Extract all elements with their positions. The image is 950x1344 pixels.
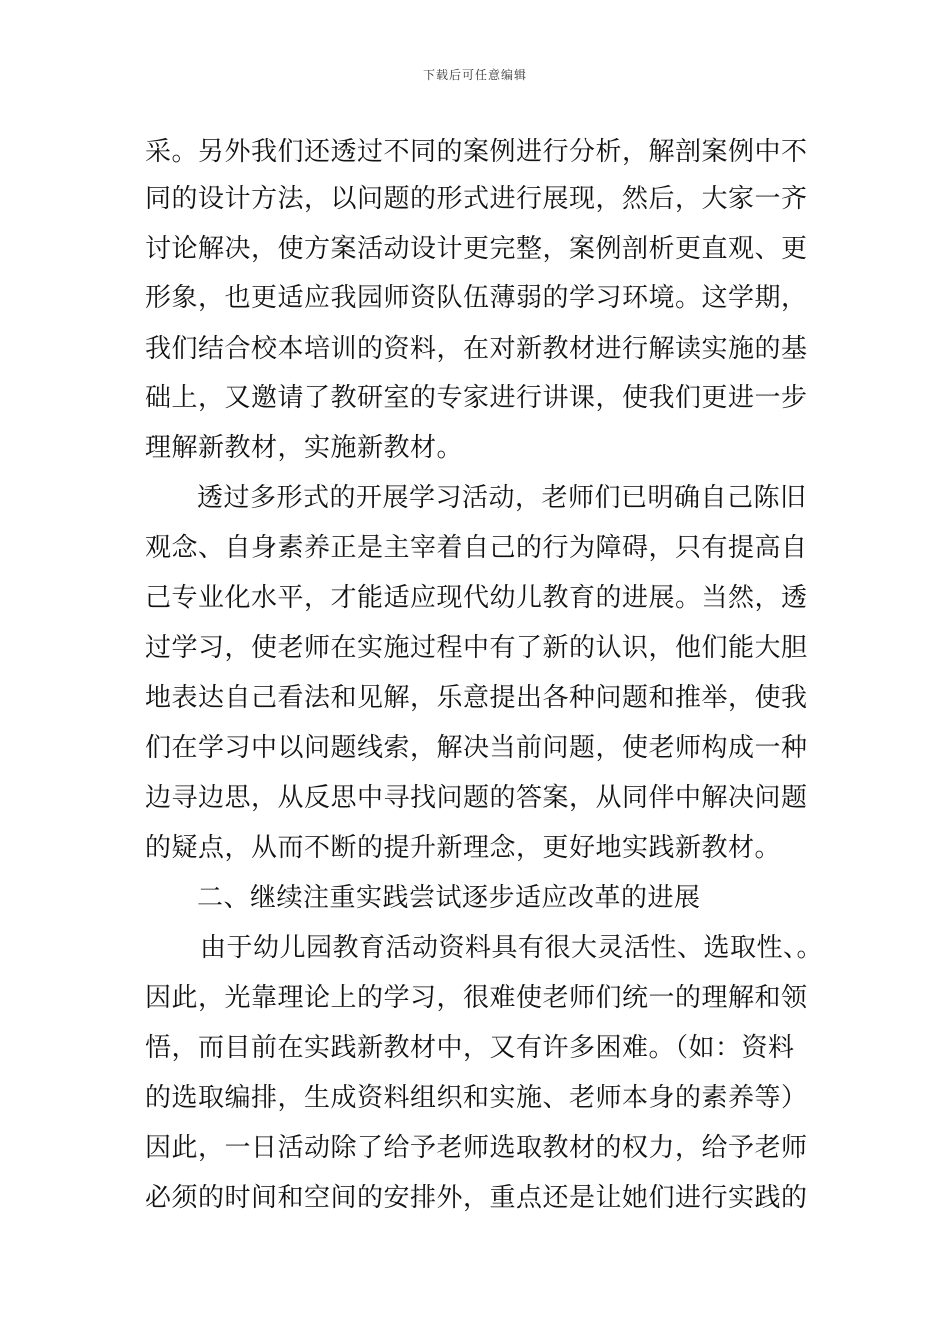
text-line: 的选取编排，生成资料组织和实施、老师本身的素养等）: [145, 1083, 808, 1113]
text-line: 我们结合校本培训的资料，在对新教材进行解读实施的基: [145, 334, 808, 364]
text-line: 悟，而目前在实践新教材中，又有许多困难。（如：资料: [145, 1033, 795, 1063]
text-line: 边寻边思，从反思中寻找问题的答案，从同伴中解决问题: [145, 783, 808, 813]
paragraph-first-line: 由于幼儿园教育活动资料具有很大灵活性、选取性、。: [200, 933, 824, 963]
text-line: 因此，光靠理论上的学习，很难使老师们统一的理解和领: [145, 983, 808, 1013]
text-line: 采。另外我们还透过不同的案例进行分析，解剖案例中不: [145, 137, 808, 167]
text-line: 过学习，使老师在实施过程中有了新的认识，他们能大胆: [145, 633, 808, 663]
text-line: 讨论解决，使方案活动设计更完整，案例剖析更直观、更: [145, 234, 808, 264]
text-line: 形象，也更适应我园师资队伍薄弱的学习环境。这学期，: [145, 283, 808, 313]
text-line: 地表达自己看法和见解，乐意提出各种问题和推举，使我: [145, 683, 808, 713]
text-line: 己专业化水平，才能适应现代幼儿教育的进展。当然，透: [145, 583, 808, 613]
header-note: 下载后可任意编辑: [422, 68, 527, 82]
text-line: 观念、自身素养正是主宰着自己的行为障碍，只有提高自: [145, 533, 808, 563]
text-line: 因此，一日活动除了给予老师选取教材的权力，给予老师: [145, 1133, 808, 1163]
text-line: 础上，又邀请了教研室的专家进行讲课，使我们更进一步: [145, 383, 808, 413]
text-line: 们在学习中以问题线索，解决当前问题，使老师构成一种: [145, 733, 808, 763]
section-heading: 二、继续注重实践尝试逐步适应改革的进展: [197, 883, 701, 913]
paragraph-first-line: 透过多形式的开展学习活动，老师们已明确自己陈旧: [197, 483, 807, 513]
text-line: 的疑点，从而不断的提升新理念，更好地实践新教材。: [145, 833, 782, 863]
text-line: 必须的时间和空间的安排外，重点还是让她们进行实践的: [145, 1183, 808, 1213]
text-line: 理解新教材，实施新教材。: [145, 433, 464, 463]
text-line: 同的设计方法，以问题的形式进行展现，然后，大家一齐: [145, 184, 808, 214]
